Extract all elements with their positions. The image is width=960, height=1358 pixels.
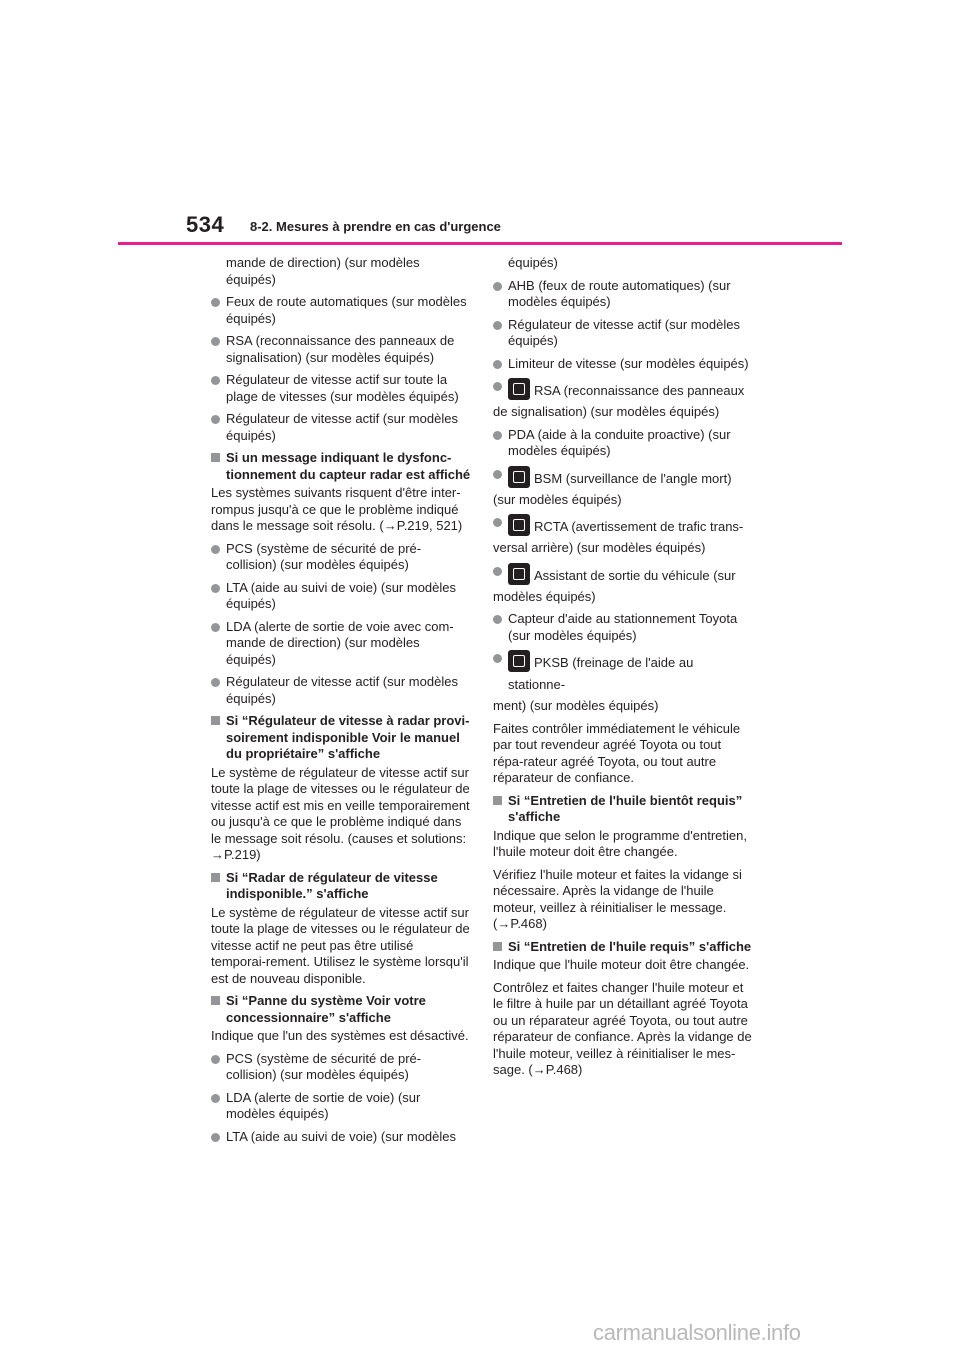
list-item: BSM (surveillance de l'angle mort) (sur modèles équipés): [493, 466, 753, 509]
paragraph: Vérifiez l'huile moteur et faites la vidange si nécessaire. Après la vidange de l'huile moteur, veillez à réinitialiser le message. (→P.468): [493, 866, 742, 931]
paragraph: Le système de régulateur de vitesse actif sur toute la plage de vitesses ou le régulateur de vitesse actif est mis en veille temporairement ou jusqu'à ce que le problème indiqué dans le message soit résolu. (causes et solutions: →P.219): [211, 764, 470, 862]
bullet-icon: [211, 1094, 220, 1103]
bullet-icon: [211, 415, 220, 424]
bullet-icon: [211, 298, 220, 307]
bullet-icon: [211, 678, 220, 687]
bullet-icon: [493, 654, 502, 663]
square-bullet-icon: [493, 796, 502, 805]
paragraph: Contrôlez et faites changer l'huile moteur et le filtre à huile par un détaillant agréé Toyota ou un réparateur agréé Toyota, ou tout autre réparateur de confiance. Après la vidange de l'huile moteur, veillez à réinitialiser le mes-sage. (→P.468): [493, 979, 752, 1077]
list-item: PCS (système de sécurité de pré-collision) (sur modèles équipés): [211, 541, 471, 574]
section-heading: Si “Radar de régulateur de vitesse indisponible.” s'affiche: [211, 870, 471, 903]
rsa-sign-icon: [508, 378, 530, 400]
continued-line: mande de direction) (sur modèles équipés): [226, 255, 420, 287]
paragraph: Les systèmes suivants risquent d'être inter-rompus jusqu'à ce que le problème indiqué dans le message soit résolu. (→P.219, 521): [211, 485, 463, 533]
section-heading: Si un message indiquant le dysfonc-tionnement du capteur radar est affiché: [211, 450, 471, 483]
header-divider: [118, 242, 842, 245]
section-heading: Si “Panne du système Voir votre concessionnaire” s'affiche: [211, 993, 471, 1026]
list-item: Feux de route automatiques (sur modèles équipés): [211, 294, 471, 327]
bullet-icon: [211, 623, 220, 632]
section-heading: Si “Entretien de l'huile bientôt requis” s'affiche: [493, 793, 753, 826]
right-column: [493, 255, 753, 1085]
list-item: Régulateur de vitesse actif (sur modèles équipés): [493, 317, 753, 350]
bullet-icon: [211, 584, 220, 593]
bullet-icon: [493, 518, 502, 527]
safe-exit-icon: [508, 563, 530, 585]
bullet-icon: [211, 545, 220, 554]
bullet-icon: [211, 376, 220, 385]
list-item: Assistant de sortie du véhicule (sur modèles équipés): [493, 563, 753, 606]
paragraph: Indique que l'un des systèmes est désactivé.: [211, 1028, 469, 1043]
list-item: RSA (reconnaissance des panneaux de signalisation) (sur modèles équipés): [493, 378, 753, 421]
list-item: Capteur d'aide au stationnement Toyota (sur modèles équipés): [493, 611, 753, 644]
bsm-icon: [508, 466, 530, 488]
section-heading: Si “Entretien de l'huile requis” s'affiche: [493, 939, 753, 956]
bullet-icon: [493, 470, 502, 479]
bullet-icon: [493, 431, 502, 440]
square-bullet-icon: [211, 453, 220, 462]
list-item: PCS (système de sécurité de pré-collision) (sur modèles équipés): [211, 1051, 471, 1084]
bullet-icon: [493, 360, 502, 369]
left-column: [211, 255, 471, 1151]
list-item: LDA (alerte de sortie de voie avec com-mande de direction) (sur modèles équipés): [211, 619, 471, 669]
list-item: Régulateur de vitesse actif (sur modèles équipés): [211, 674, 471, 707]
bullet-icon: [211, 1055, 220, 1064]
section-title: 8-2. Mesures à prendre en cas d'urgence: [250, 219, 501, 234]
bullet-icon: [211, 1133, 220, 1142]
page-number: 534: [186, 212, 225, 237]
list-item: RCTA (avertissement de trafic trans- versal arrière) (sur modèles équipés): [493, 514, 753, 557]
list-item: Limiteur de vitesse (sur modèles équipés): [493, 356, 753, 373]
paragraph: Faites contrôler immédiatement le véhicule par tout revendeur agréé Toyota ou tout répa-rateur agréé Toyota, ou tout autre réparateur de confiance.: [493, 720, 741, 785]
square-bullet-icon: [211, 873, 220, 882]
bullet-icon: [493, 567, 502, 576]
list-item: Régulateur de vitesse actif sur toute la plage de vitesses (sur modèles équipés): [211, 372, 471, 405]
bullet-icon: [493, 615, 502, 624]
bullet-icon: [211, 337, 220, 346]
paragraph: Le système de régulateur de vitesse actif sur toute la plage de vitesses ou le régulateur de vitesse actif ne peut pas être utilisé temporai-rement. Utilisez le système lorsqu'il est de nouveau disponible.: [211, 904, 470, 986]
watermark: carmanualsonline.info: [593, 1320, 801, 1345]
list-item: LTA (aide au suivi de voie) (sur modèles: [211, 1129, 471, 1146]
list-item: AHB (feux de route automatiques) (sur modèles équipés): [493, 278, 753, 311]
bullet-icon: [493, 321, 502, 330]
paragraph: Indique que l'huile moteur doit être changée.: [493, 957, 750, 972]
list-item: LDA (alerte de sortie de voie) (sur modèles équipés): [211, 1090, 471, 1123]
square-bullet-icon: [211, 716, 220, 725]
section-heading: Si “Régulateur de vitesse à radar provi-soirement indisponible Voir le manuel du propriétaire” s'affiche: [211, 713, 471, 763]
rcta-icon: [508, 514, 530, 536]
bullet-icon: [493, 282, 502, 291]
list-item: PKSB (freinage de l'aide au stationne- ment) (sur modèles équipés): [493, 650, 753, 715]
list-item: LTA (aide au suivi de voie) (sur modèles équipés): [211, 580, 471, 613]
square-bullet-icon: [211, 996, 220, 1005]
continued-line: équipés): [508, 255, 558, 270]
square-bullet-icon: [493, 942, 502, 951]
list-item: Régulateur de vitesse actif (sur modèles équipés): [211, 411, 471, 444]
pksb-icon: [508, 650, 530, 672]
bullet-icon: [493, 382, 502, 391]
list-item: RSA (reconnaissance des panneaux de signalisation) (sur modèles équipés): [211, 333, 471, 366]
paragraph: Indique que selon le programme d'entretien, l'huile moteur doit être changée.: [493, 827, 747, 859]
list-item: PDA (aide à la conduite proactive) (sur modèles équipés): [493, 427, 753, 460]
